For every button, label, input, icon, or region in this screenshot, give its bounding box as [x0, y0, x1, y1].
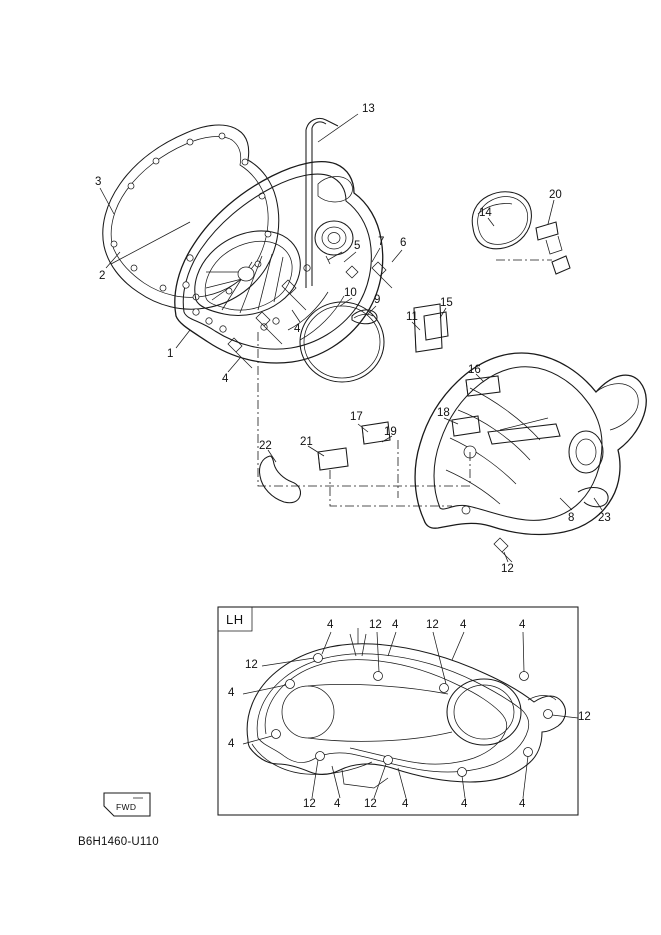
part-bolts [228, 118, 512, 562]
leader-lines-main [100, 114, 602, 562]
callout-12-main: 12 [501, 563, 514, 575]
callout-16: 16 [468, 364, 481, 376]
inset-label-lh: LH [226, 612, 244, 627]
inset-callout-4-e: 4 [228, 687, 235, 699]
inset-callout-4-i: 4 [461, 798, 468, 810]
inset-callout-12-a: 12 [369, 619, 382, 631]
callout-4-upper: 4 [294, 323, 301, 335]
callout-6: 6 [400, 237, 407, 249]
callout-9: 9 [374, 294, 381, 306]
part-code-label: B6H1460-U110 [78, 836, 159, 848]
callout-1: 1 [167, 348, 174, 360]
inset-callout-4-h: 4 [402, 798, 409, 810]
callout-17: 17 [350, 411, 363, 423]
callout-18: 18 [437, 407, 450, 419]
callout-15: 15 [440, 297, 453, 309]
inset-callout-4-j: 4 [519, 798, 526, 810]
callout-22: 22 [259, 440, 272, 452]
callout-19: 19 [384, 426, 397, 438]
callout-8: 8 [568, 512, 575, 524]
part-crankcase-cover [175, 162, 383, 363]
inset-callout-4-a: 4 [327, 619, 334, 631]
inset-callout-12-e: 12 [303, 798, 316, 810]
callout-21: 21 [300, 436, 313, 448]
callout-10: 10 [344, 287, 357, 299]
inset-callout-4-c: 4 [460, 619, 467, 631]
inset-callout-4-b: 4 [392, 619, 399, 631]
callout-5: 5 [354, 240, 361, 252]
inset-callout-4-d: 4 [519, 619, 526, 631]
inset-callout-12-f: 12 [364, 798, 377, 810]
callout-14: 14 [479, 207, 492, 219]
inset-callout-12-c: 12 [245, 659, 258, 671]
part-crankcase-body [415, 353, 646, 534]
assembly-centerlines [258, 260, 552, 506]
fwd-label: FWD [116, 802, 137, 812]
callout-13: 13 [362, 103, 375, 115]
callout-4-lower: 4 [222, 373, 229, 385]
callout-20: 20 [549, 189, 562, 201]
callout-7: 7 [378, 236, 385, 248]
callout-3: 3 [95, 176, 102, 188]
part-round-cover [472, 192, 531, 249]
inset-callout-4-g: 4 [334, 798, 341, 810]
callout-11: 11 [406, 311, 418, 323]
inset-callout-4-f: 4 [228, 738, 235, 750]
inset-callout-12-d: 12 [578, 711, 591, 723]
inset-box [218, 607, 578, 815]
inset-callout-12-b: 12 [426, 619, 439, 631]
callout-23: 23 [598, 512, 611, 524]
callout-2: 2 [99, 270, 106, 282]
